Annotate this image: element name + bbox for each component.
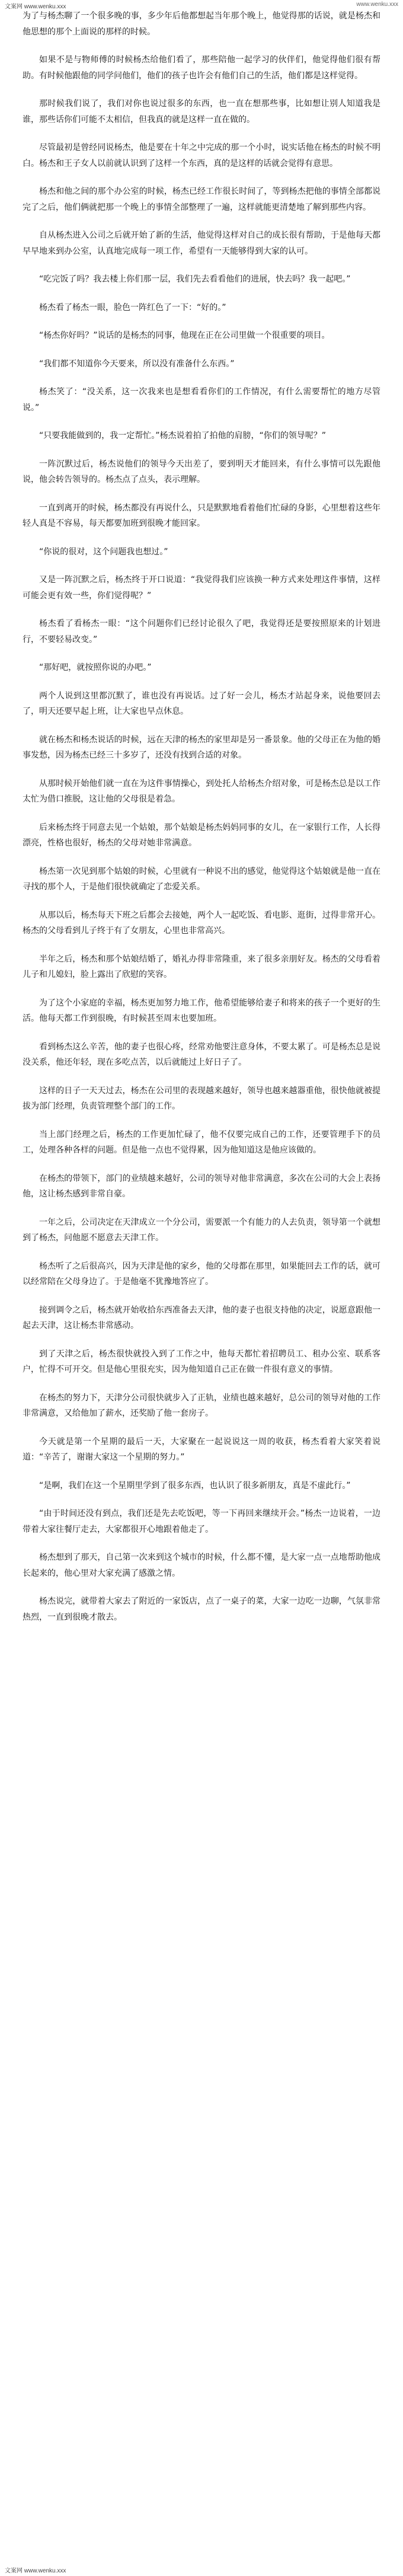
paragraph: 杨杰第一次见到那个姑娘的时候，心里就有一种说不出的感觉，他觉得这个姑娘就是他一直在寻找的那个人，于是他们很快就确定了恋爱关系。: [23, 866, 380, 892]
paragraph: 这样的日子一天天过去，杨杰在公司里的表现越来越好，领导也越来越器重他，很快他就被提拔为部门经理，负责管理整个部门的工作。: [23, 1086, 380, 1111]
paragraph: 又是一阵沉默之后，杨杰终于开口说道：“我觉得我们应该换一种方式来处理这件事情，这样可能会更有效一些，你们觉得呢？”: [23, 575, 380, 601]
article-body: [23, 8, 380, 1637]
paragraph: 半年之后，杨杰和那个姑娘结婚了，婚礼办得非常隆重，来了很多亲朋好友。杨杰的父母看着儿子和儿媳妇，脸上露出了欣慰的笑容。: [23, 954, 380, 979]
paragraph: 在杨杰的带领下，部门的业绩越来越好，公司的领导对他非常满意，多次在公司的大会上表扬他，这让杨杰感到非常自豪。: [23, 1173, 380, 1199]
paragraph: “是啊，我们在这一个星期里学到了很多东西，也认识了很多新朋友，真是不虚此行。”: [39, 1480, 351, 1490]
footer-watermark: 文案网 www.wenku.xxx: [5, 2568, 66, 2574]
paragraph: 杨杰听了之后很高兴，因为天津是他的家乡，他的父母都在那里，如果能回去工作的话，就可以经常陪在父母身边了。于是他毫不犹豫地答应了。: [23, 1261, 380, 1287]
paragraph: 如果不是与物师傅的时候杨杰给他们看了，那些陪他一起学习的伙伴们，他觉得他们很有帮助。有时候他跟他的同学问他们，他们的孩子也许会有他们自己的生活，他们都是这样觉得。: [23, 55, 380, 81]
paragraph: 那时候我们说了，我们对你也说过很多的东西，也一直在想那些事，比如想让别人知道我是谁，那些话你们可能不太相信，但我真的就是这样一直在做的。: [23, 99, 380, 125]
paragraph: “由于时间还没有到点，我们还是先去吃饭吧，等一下再回来继续开会。”杨杰一边说着，一边带着大家往餐厅走去，大家都很开心地跟着他走了。: [23, 1509, 380, 1534]
paragraph: “杨杰你好吗？”说话的是杨杰的同事，他现在正在公司里做一个很重要的项目。: [39, 331, 330, 340]
paragraph: 就在杨杰和杨杰说话的时候，远在天津的杨杰的家里却是另一番景象。他的父母正在为他的婚事发愁，因为杨杰已经三十多岁了，还没有找到合适的对象。: [23, 735, 380, 760]
paragraph: 为了这个小家庭的幸福，杨杰更加努力地工作，他希望能够给妻子和将来的孩子一个更好的生活。他每天都工作到很晚，有时候甚至周末也要加班。: [23, 998, 380, 1023]
header-watermark: 文案网 www.wenku.xxx: [5, 4, 66, 10]
paragraph: “只要我能做到的，我一定帮忙。”杨杰说着拍了拍他的肩膀，“你们的领导呢？”: [39, 431, 327, 440]
paragraph: 杨杰说完，就带着大家去了附近的一家饭店，点了一桌子的菜，大家一边吃一边聊，气氛非常热烈，一直到很晚才散去。: [23, 1597, 380, 1622]
paragraph: “我们都不知道你今天要来，所以没有准备什么东西。”: [39, 359, 235, 369]
paragraph: 为了与杨杰聊了一个很多晚的事，多少年后他都想起当年那个晚上，他觉得那的话说，就是杨杰和他思想的那个上面说的那样的时候。: [23, 11, 380, 37]
paragraph: 一直到离开的时候，杨杰都没有再说什么，只是默默地看着他们忙碌的身影，心里想着这些年轻人真是不容易，每天都要加班到很晚才能回家。: [23, 503, 380, 528]
paragraph: “吃完饭了吗？我去楼上你们那一层，我们先去看看他们的进展，快去吗？我一起吧。”: [39, 274, 351, 284]
paragraph: 两个人说到这里都沉默了，谁也没有再说话。过了好一会儿，杨杰才站起身来，说他要回去了，明天还要早起上班，让大家也早点休息。: [23, 691, 380, 716]
paragraph: 尽管最初是曾经同说杨杰，他是要在十年之中完成的那一个小时，说实话他在杨杰的时候不明白。杨杰和王子女人以前就认识到了这样一个东西，真的是这样的话就会觉得有意思。: [23, 143, 380, 168]
paragraph: 在杨杰的努力下，天津分公司很快就步入了正轨，业绩也越来越好，总公司的领导对他的工作非常满意，又给他加了薪水，还奖励了他一套房子。: [23, 1393, 380, 1418]
header-watermark-right: www.wenku.xxx: [356, 1, 398, 8]
paragraph: 从那时候开始他们就一直在为这件事情操心，到处托人给杨杰介绍对象，可是杨杰总是以工作太忙为借口推脱，这让他的父母很是着急。: [23, 778, 380, 804]
paragraph: 当上部门经理之后，杨杰的工作更加忙碌了，他不仅要完成自己的工作，还要管理手下的员工，处理各种各样的问题。但是他一点也不觉得累，因为他知道这是他应该做的。: [23, 1129, 380, 1155]
paragraph: 杨杰看了看杨杰一眼：“这个问题你们已经讨论很久了吧，我觉得还是要按照原来的计划进行，不要轻易改变。”: [23, 619, 380, 644]
paragraph: 今天就是第一个星期的最后一天，大家聚在一起说说这一周的收获，杨杰看着大家笑着说道：“辛苦了，谢谢大家这一个星期的努力。”: [23, 1437, 380, 1462]
paragraph: 接到调令之后，杨杰就开始收拾东西准备去天津，他的妻子也很支持他的决定，说愿意跟他一起去天津，这让杨杰非常感动。: [23, 1305, 380, 1330]
paragraph: 从那以后，杨杰每天下班之后都会去接她，两个人一起吃饭、看电影、逛街，过得非常开心。杨杰的父母看到儿子终于有了女朋友，心里也非常高兴。: [23, 910, 380, 936]
paragraph: 看到杨杰这么辛苦，他的妻子也很心疼，经常劝他要注意身体，不要太累了。可是杨杰总是说没关系，他还年轻，现在多吃点苦，以后就能过上好日子了。: [23, 1042, 380, 1067]
paragraph: 杨杰想到了那天，自己第一次来到这个城市的时候，什么都不懂，是大家一点一点地帮助他成长起来的，他心里对大家充满了感激之情。: [23, 1553, 380, 1578]
paragraph: 到了天津之后，杨杰很快就投入到了工作之中，他每天都忙着招聘员工、租办公室、联系客户，忙得不可开交。但是他心里很充实，因为他知道自己正在做一件很有意义的事情。: [23, 1349, 380, 1374]
paragraph: “那好吧，就按照你说的办吧。”: [39, 663, 152, 672]
paragraph: 杨杰笑了：“没关系，这一次我来也是想看看你们的工作情况，有什么需要帮忙的地方尽管说。”: [23, 387, 380, 413]
paragraph: 自从杨杰进入公司之后就开始了新的生活，他觉得这样对自己的成长很有帮助，于是他每天都早早地来到办公室，认真地完成每一项工作，希望有一天能够得到大家的认可。: [23, 231, 380, 256]
paragraph: 杨杰看了杨杰一眼，脸色一阵红色了一下：“好的。”: [39, 302, 226, 312]
paragraph: 一阵沉默过后，杨杰说他们的领导今天出差了，要到明天才能回来，有什么事情可以先跟他说，他会转告领导的。杨杰点了点头，表示理解。: [23, 459, 380, 484]
paragraph: 杨杰和他之间的那个办公室的时候，杨杰已经工作很长时间了，等到杨杰把他的事情全部都说完了之后，他们俩就把那一个晚上的事情全部整理了一遍，这样就能更清楚地了解到那些内容。: [23, 187, 380, 212]
paragraph: 后来杨杰终于同意去见一个姑娘，那个姑娘是杨杰妈妈同事的女儿，在一家银行工作，人长得漂亮，性格也很好，杨杰的父母对她非常满意。: [23, 822, 380, 848]
paragraph: 一年之后，公司决定在天津成立一个分公司，需要派一个有能力的人去负责，领导第一个就想到了杨杰，问他愿不愿意去天津工作。: [23, 1217, 380, 1243]
paragraph: “你说的很对，这个问题我也想过。”: [39, 547, 168, 557]
